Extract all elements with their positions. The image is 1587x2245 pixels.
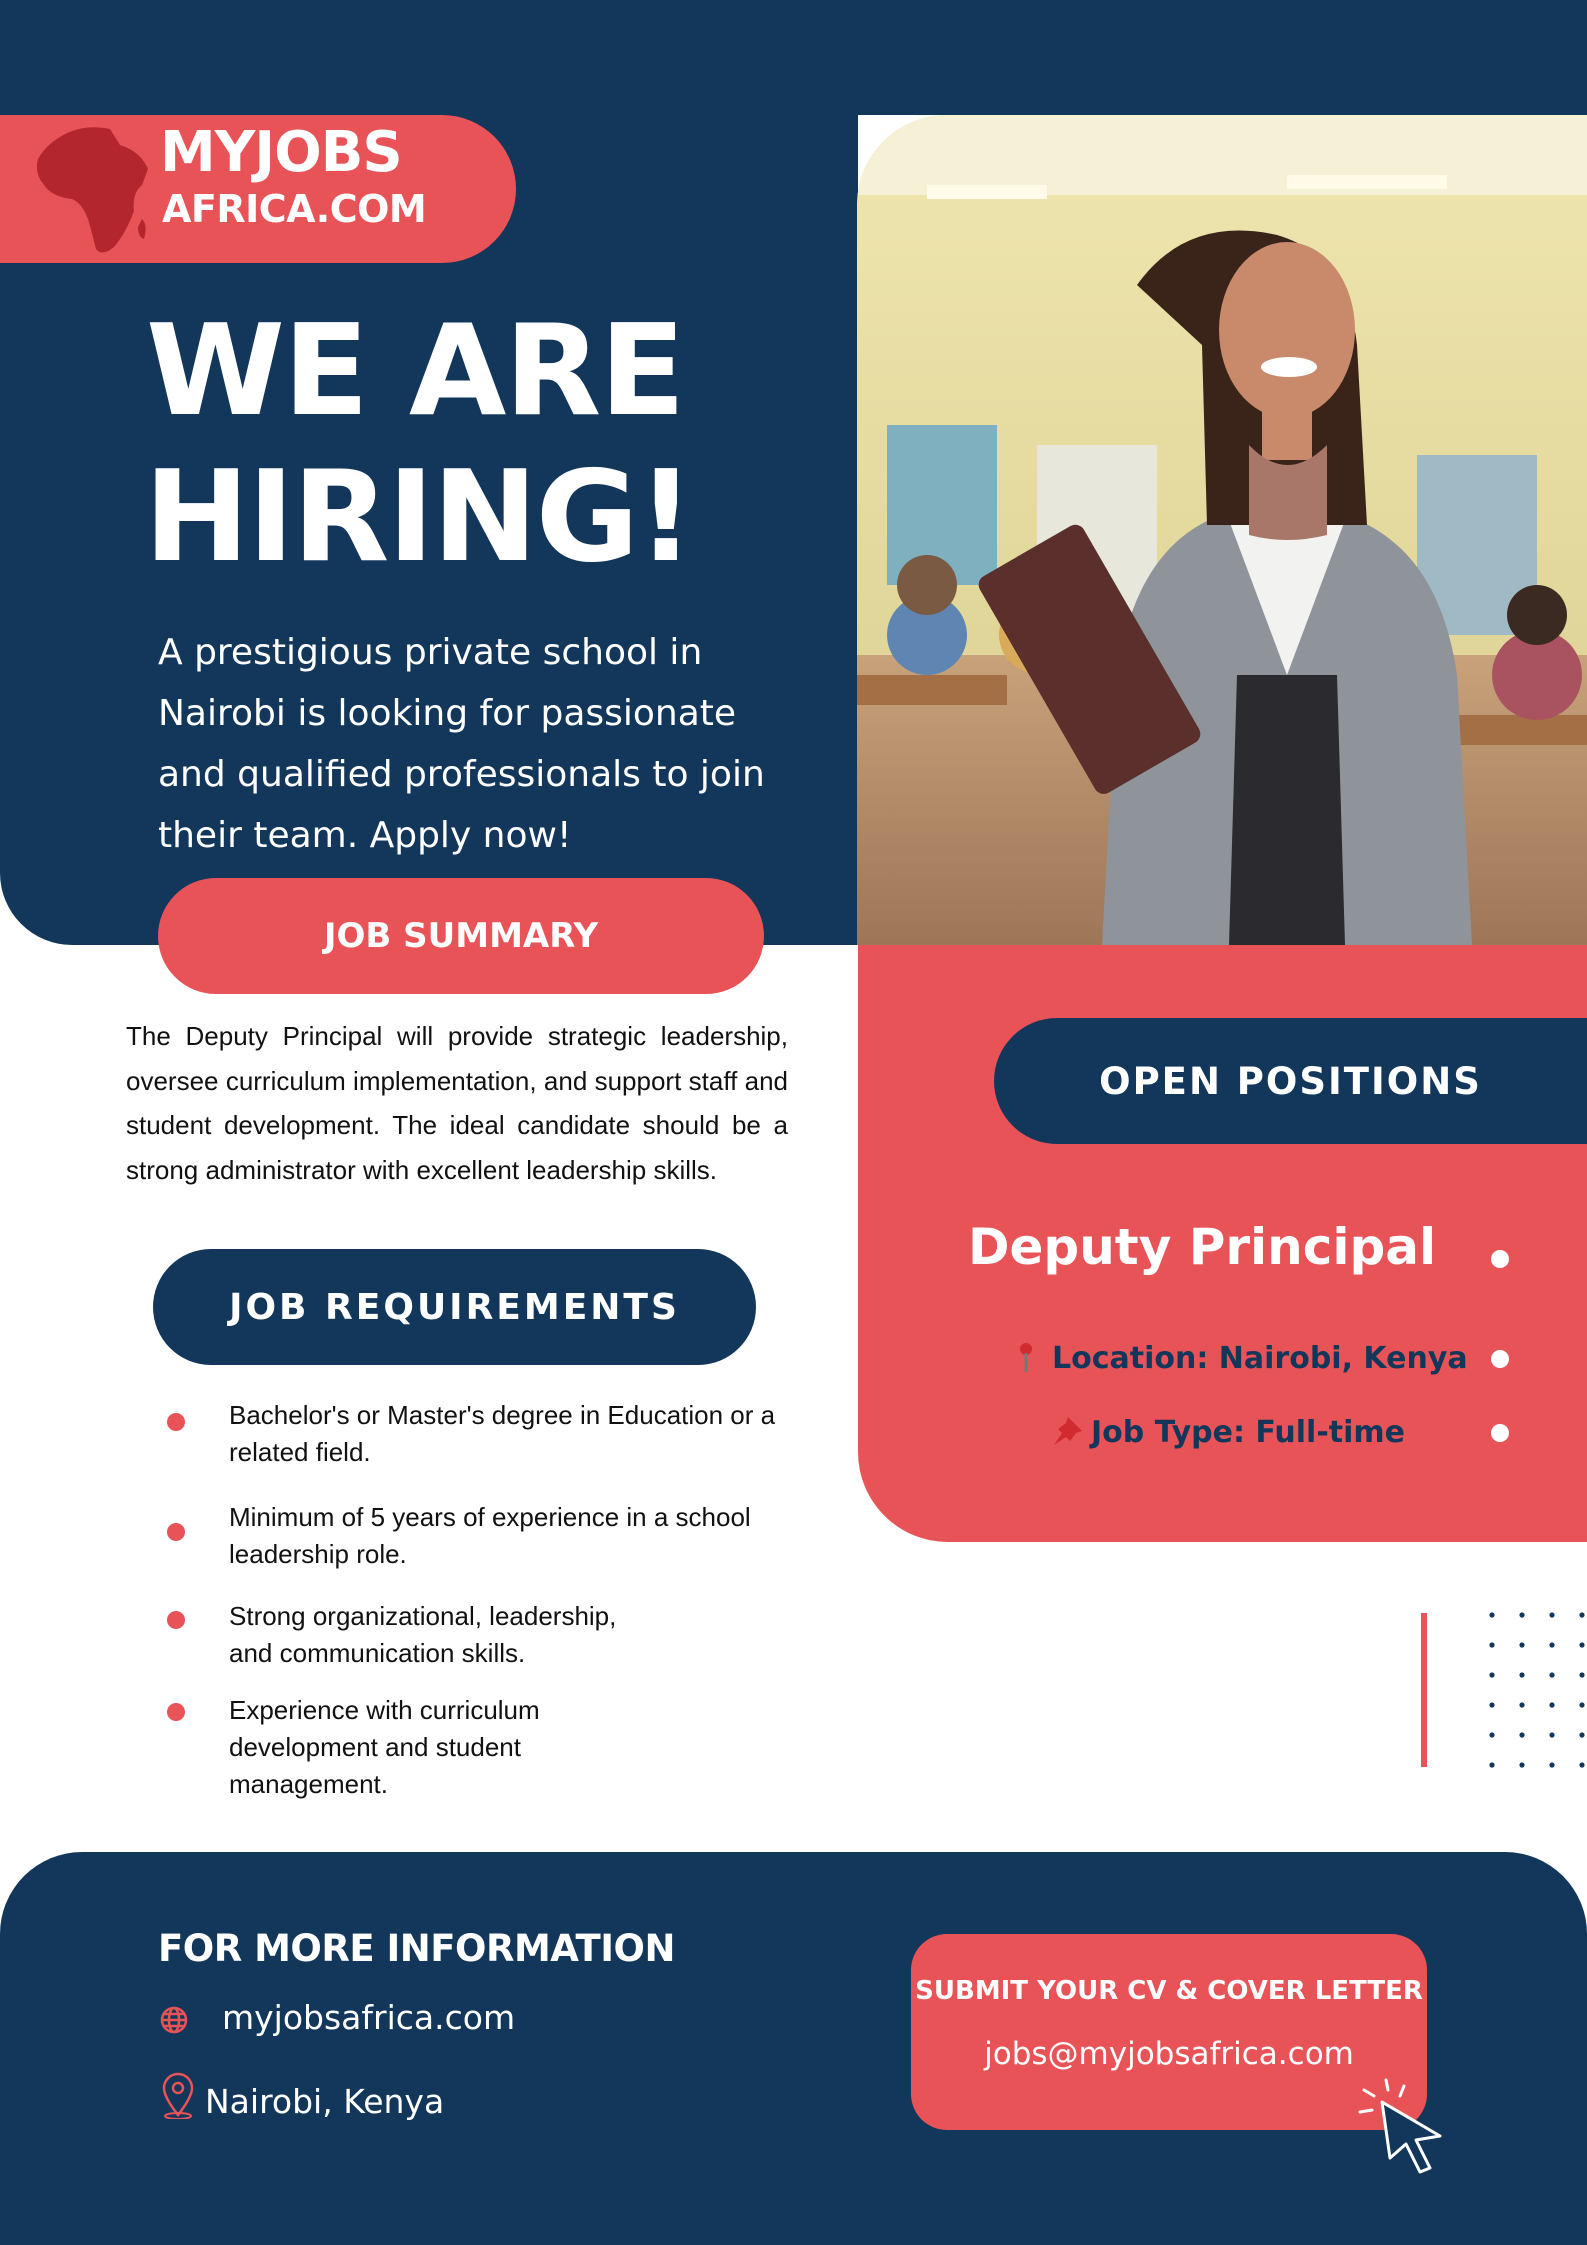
africa-map-icon (22, 115, 162, 263)
submit-application-box[interactable] (911, 1934, 1427, 2130)
bullet-icon (1491, 1250, 1509, 1268)
position-location: Location: Nairobi, Kenya (1052, 1341, 1468, 1376)
job-summary-heading: JOB SUMMARY (158, 878, 764, 994)
click-cursor-icon (1358, 2076, 1458, 2176)
dot-grid-decoration (1484, 1610, 1587, 1770)
brand-line2: AFRICA.COM (162, 187, 427, 231)
job-requirements-heading: JOB REQUIREMENTS (153, 1249, 756, 1365)
globe-icon (158, 2004, 190, 2036)
hero-photo (857, 115, 1587, 945)
pushpin-icon (1050, 1415, 1084, 1447)
bullet-icon (167, 1703, 185, 1721)
address-text: Nairobi, Kenya (205, 2082, 445, 2121)
brand-logo[interactable] (0, 115, 516, 263)
open-positions-heading: OPEN POSITIONS (994, 1018, 1587, 1144)
requirement-item: Minimum of 5 years of experience in a school leadership role. (229, 1502, 751, 1569)
website-link[interactable]: myjobsafrica.com (222, 1998, 516, 2037)
requirement-item: Bachelor's or Master's degree in Education or a related field. (229, 1400, 776, 1467)
bullet-icon (167, 1413, 185, 1431)
bullet-icon (1491, 1424, 1509, 1442)
requirement-item: Experience with curriculum development and student management. (229, 1695, 540, 1799)
headline-line1: WE ARE (146, 297, 684, 444)
pin-icon (1018, 1342, 1034, 1374)
accent-bar (1421, 1613, 1427, 1767)
requirement-item: Strong organizational, leadership, and communication skills. (229, 1601, 617, 1668)
submit-email-link[interactable]: jobs@myjobsafrica.com (984, 2036, 1354, 2072)
job-summary-text: The Deputy Principal will provide strategic leadership, oversee curriculum implementation, and support staff and student development. The ideal candidate should be a strong administrator with excellent leadership skills. (126, 1021, 788, 1185)
more-info-heading: FOR MORE INFORMATION (158, 1927, 675, 1970)
bullet-icon (1491, 1350, 1509, 1368)
location-pin-icon (158, 2071, 198, 2119)
teacher-classroom-photo (857, 115, 1587, 945)
position-job-type: Job Type: Full-time (1091, 1415, 1406, 1450)
bullet-icon (167, 1611, 185, 1629)
submit-title: SUBMIT YOUR CV & COVER LETTER (915, 1976, 1423, 2006)
headline-line2: HIRING! (144, 443, 693, 590)
position-title: Deputy Principal (968, 1218, 1437, 1276)
bullet-icon (167, 1523, 185, 1541)
brand-line1: MYJOBS (160, 120, 402, 185)
intro-text: A prestigious private school in Nairobi is looking for passionate and qualified professionals to join their team. Apply now! (158, 632, 765, 856)
